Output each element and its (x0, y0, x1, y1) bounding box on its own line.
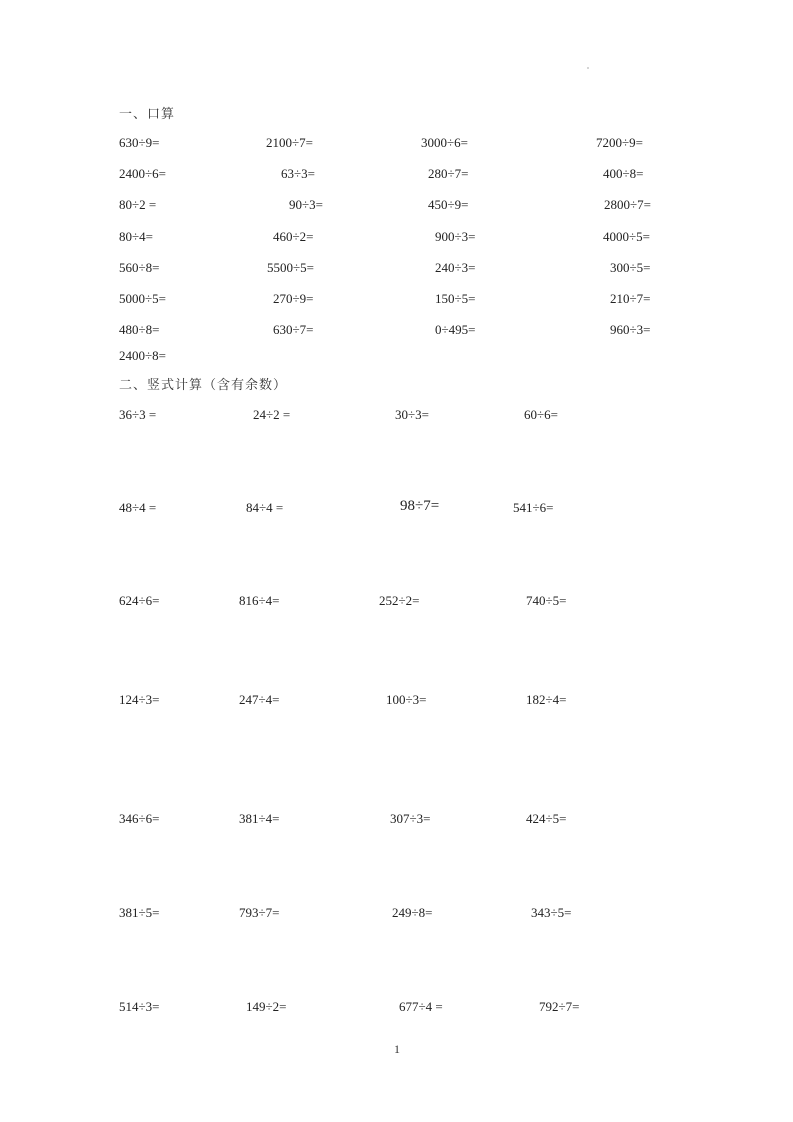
division-problem: 4000÷5= (603, 229, 650, 244)
stray-mark (587, 67, 589, 69)
division-problem: 346÷6= (119, 811, 160, 826)
division-problem: 740÷5= (526, 593, 567, 608)
division-problem: 60÷6= (524, 407, 558, 422)
division-problem: 630÷7= (273, 322, 314, 337)
division-problem: 793÷7= (239, 905, 280, 920)
division-problem: 36÷3 = (119, 407, 157, 422)
page-number: 1 (394, 1042, 400, 1056)
division-problem: 460÷2= (273, 229, 314, 244)
division-problem: 450÷9= (428, 197, 469, 212)
division-problem: 381÷5= (119, 905, 160, 920)
division-problem: 307÷3= (390, 811, 431, 826)
division-problem: 624÷6= (119, 593, 160, 608)
division-problem: 149÷2= (246, 999, 287, 1014)
division-problem: 3000÷6= (421, 135, 468, 150)
division-problem: 247÷4= (239, 692, 280, 707)
division-problem: 541÷6= (513, 500, 554, 515)
division-problem: 252÷2= (379, 593, 420, 608)
division-problem: 100÷3= (386, 692, 427, 707)
division-problem: 630÷9= (119, 135, 160, 150)
division-problem: 63÷3= (281, 166, 315, 181)
division-problem: 816÷4= (239, 593, 280, 608)
division-problem: 424÷5= (526, 811, 567, 826)
division-problem: 48÷4 = (119, 500, 157, 515)
division-problem: 677÷4 = (399, 999, 443, 1014)
division-problem: 560÷8= (119, 260, 160, 275)
division-problem: 240÷3= (435, 260, 476, 275)
division-problem: 960÷3= (610, 322, 651, 337)
division-problem: 124÷3= (119, 692, 160, 707)
division-problem: 90÷3= (289, 197, 323, 212)
division-problem: 5500÷5= (267, 260, 314, 275)
division-problem: 381÷4= (239, 811, 280, 826)
division-problem: 30÷3= (395, 407, 429, 422)
division-problem: 150÷5= (435, 291, 476, 306)
division-problem: 5000÷5= (119, 291, 166, 306)
division-problem: 300÷5= (610, 260, 651, 275)
division-problem: 2800÷7= (604, 197, 651, 212)
division-problem: 7200÷9= (596, 135, 643, 150)
division-problem: 2400÷8= (119, 348, 166, 363)
division-problem: 2400÷6= (119, 166, 166, 181)
division-problem: 80÷2 = (119, 197, 157, 212)
division-problem: 182÷4= (526, 692, 567, 707)
division-problem: 0÷495= (435, 322, 476, 337)
division-problem: 2100÷7= (266, 135, 313, 150)
division-problem: 900÷3= (435, 229, 476, 244)
division-problem: 80÷4= (119, 229, 153, 244)
section-oral-calculation-title: 一、口算 (119, 106, 176, 121)
division-problem: 84÷4 = (246, 500, 284, 515)
division-problem: 514÷3= (119, 999, 160, 1014)
division-problem: 280÷7= (428, 166, 469, 181)
division-problem: 24÷2 = (253, 407, 291, 422)
division-problem: 98÷7= (400, 498, 440, 514)
division-problem: 270÷9= (273, 291, 314, 306)
section-vertical-calculation-title: 二、竖式计算（含有余数） (119, 377, 288, 392)
division-problem: 400÷8= (603, 166, 644, 181)
division-problem: 480÷8= (119, 322, 160, 337)
division-problem: 343÷5= (531, 905, 572, 920)
division-problem: 792÷7= (539, 999, 580, 1014)
division-problem: 249÷8= (392, 905, 433, 920)
division-problem: 210÷7= (610, 291, 651, 306)
